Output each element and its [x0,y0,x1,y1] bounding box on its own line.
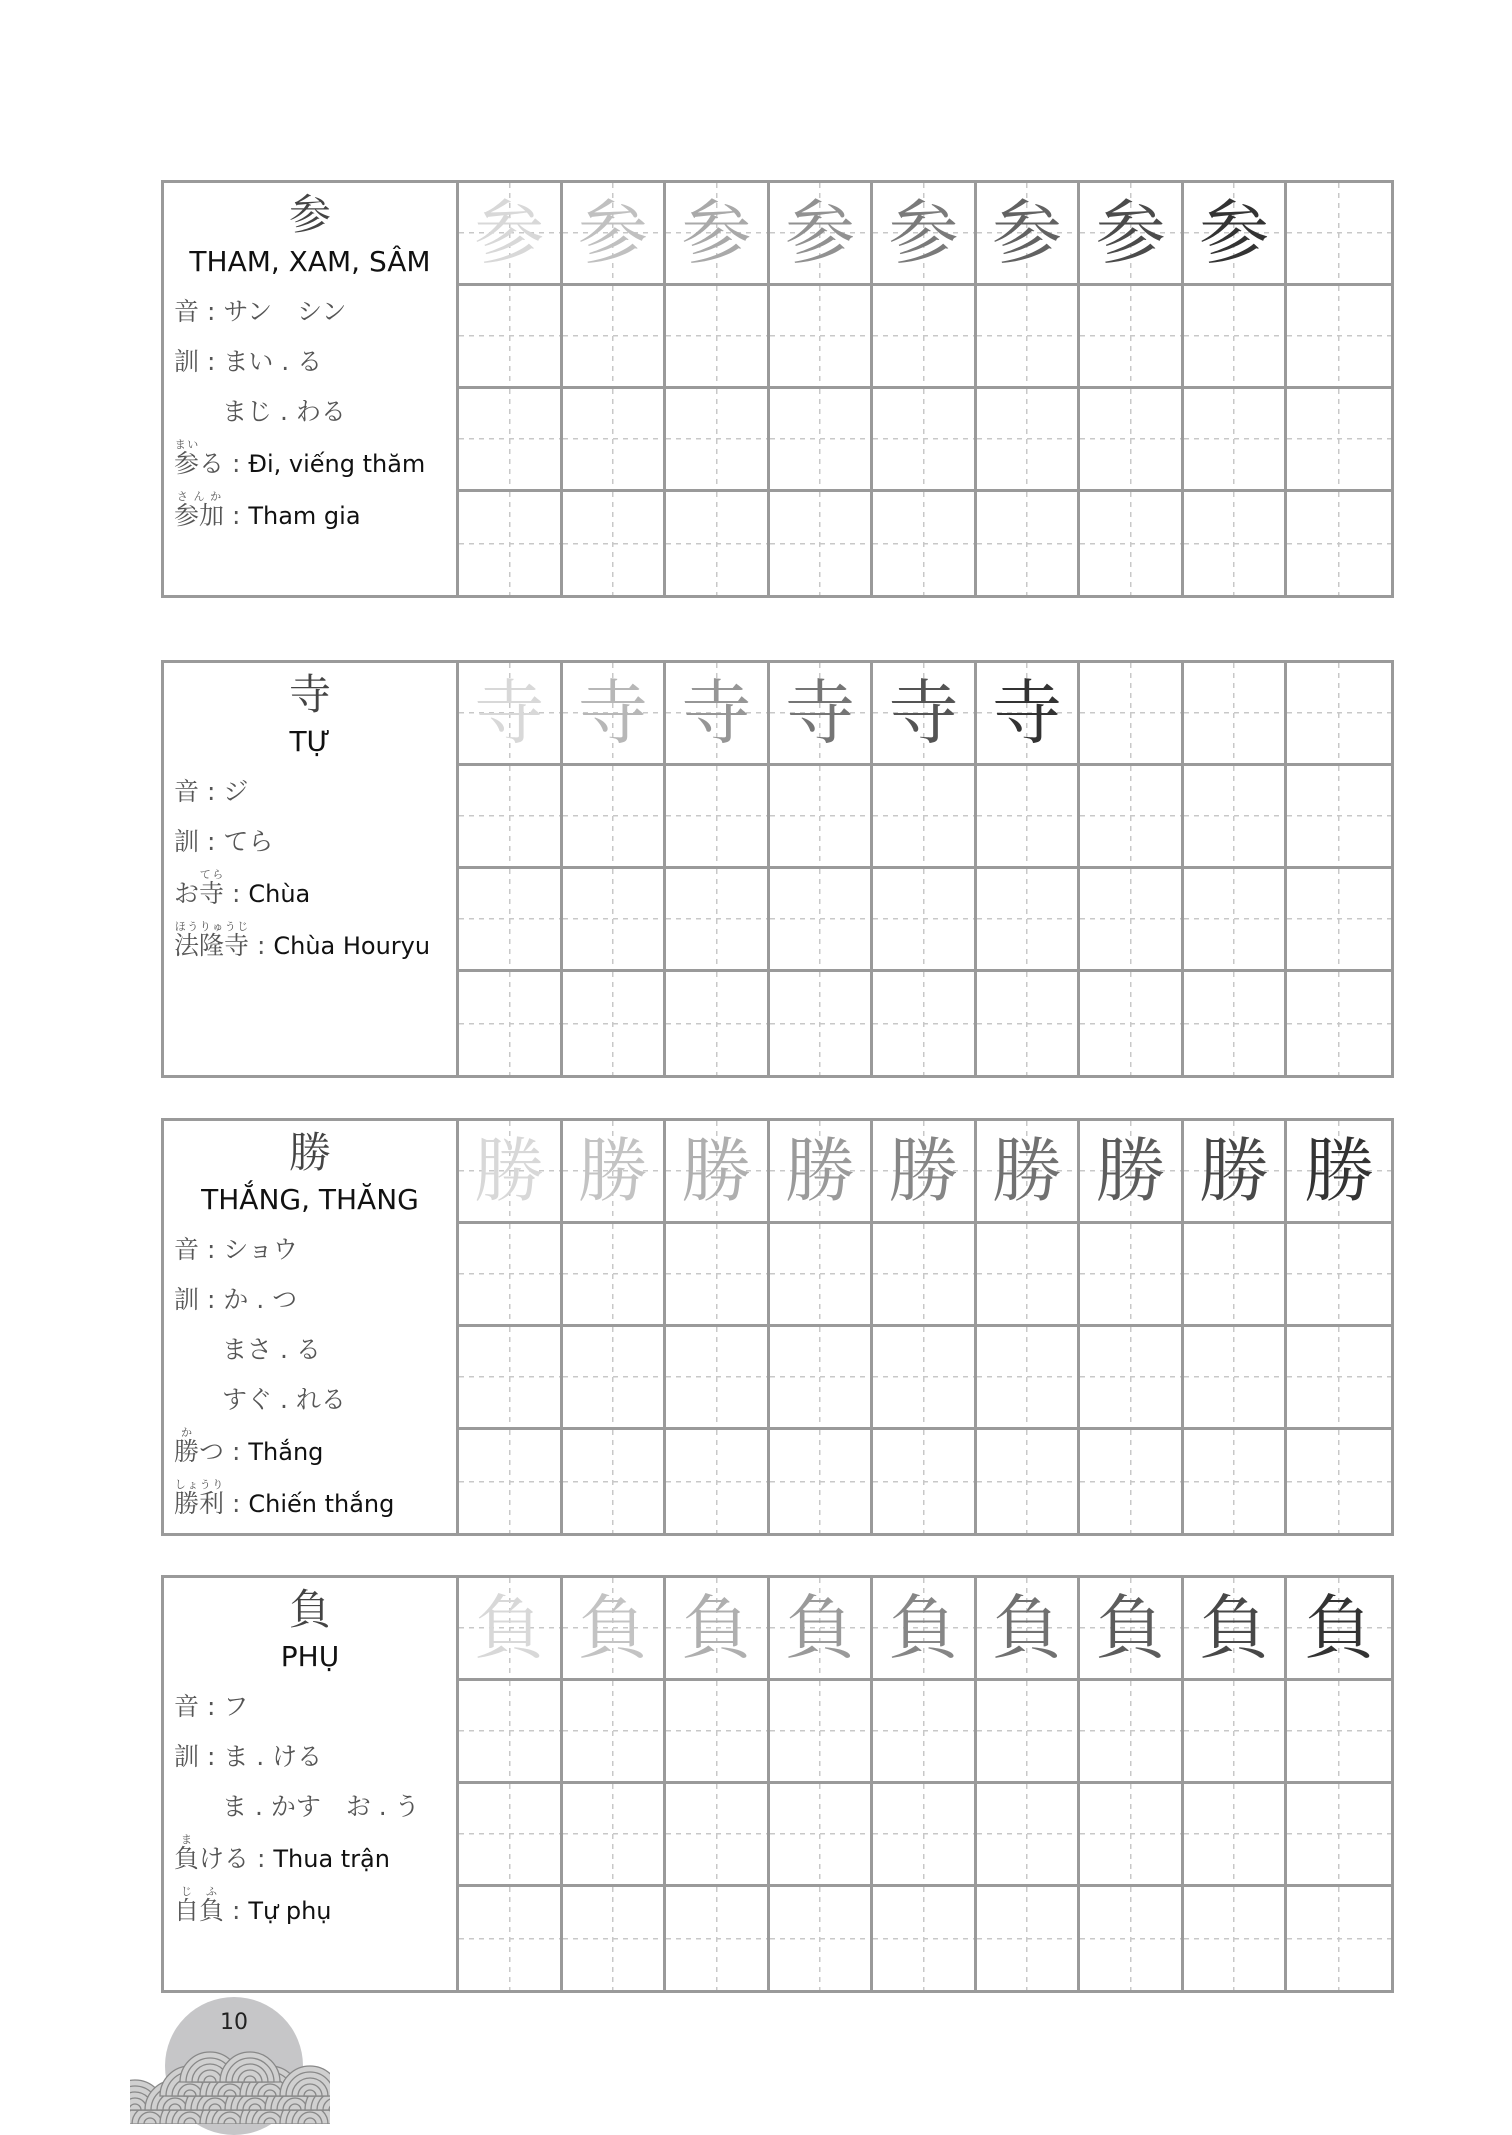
practice-cell[interactable] [873,869,977,972]
practice-cell[interactable] [1080,972,1184,1075]
practice-cell[interactable] [459,1784,563,1887]
reading-line: 音 : ショウ [174,1235,298,1264]
practice-cell[interactable] [666,492,770,595]
reading-line: まじ . わる [222,397,346,426]
vocab-furigana: ほうりゅうじ [174,920,250,933]
practice-cell[interactable] [459,183,563,286]
practice-cell[interactable] [1184,1430,1288,1533]
vocab-furigana: じふ [174,1885,225,1898]
practice-cell[interactable] [770,1430,874,1533]
practice-cell[interactable] [1080,1681,1184,1784]
practice-cell[interactable] [1184,972,1288,1075]
practice-cell[interactable] [666,1327,770,1430]
vocab-meaning: Chùa [248,880,311,908]
practice-cell[interactable] [1184,1224,1288,1327]
practice-cell[interactable] [770,1887,874,1990]
practice-cell[interactable] [459,1887,563,1990]
practice-cell[interactable] [977,869,1081,972]
practice-cell[interactable] [977,1327,1081,1430]
practice-cell[interactable] [770,1121,874,1224]
practice-cell[interactable] [1080,1887,1184,1990]
practice-grid [459,663,1391,1075]
practice-cell[interactable] [1080,663,1184,766]
vocab-meaning: Thua trận [273,1845,390,1873]
vocab-item: 法隆寺ほうりゅうじ : Chùa Houryu [174,920,431,960]
vocab-item: 参加さんか : Tham gia [174,490,361,530]
kanji-character: 参 [288,190,331,239]
practice-cell[interactable] [459,1681,563,1784]
stroke-order-trace: 参 [784,192,855,274]
reading-line: まさ . る [222,1335,321,1364]
practice-cell[interactable] [563,1224,667,1327]
practice-cell[interactable] [873,766,977,869]
practice-cell[interactable] [563,1430,667,1533]
vocab-okurigana: つ [199,1437,225,1466]
practice-cell[interactable] [1287,1681,1391,1784]
practice-cell[interactable] [459,1327,563,1430]
practice-cell[interactable] [1080,1578,1184,1681]
practice-cell[interactable] [873,286,977,389]
practice-cell[interactable] [1080,1327,1184,1430]
practice-cell[interactable] [459,972,563,1075]
practice-cell[interactable] [873,663,977,766]
stroke-order-trace: 参 [681,192,752,274]
practice-cell[interactable] [873,1224,977,1327]
stroke-order-trace: 勝 [784,1130,855,1212]
practice-cell[interactable] [770,1224,874,1327]
vocab-item: 勝かつ : Thắng [174,1426,324,1466]
vocab-furigana: か [174,1426,199,1439]
vocab-word: 参加 [174,501,225,530]
practice-cell[interactable] [1184,1681,1288,1784]
reading-line: 訓 : ま . ける [174,1742,323,1771]
practice-cell[interactable] [563,183,667,286]
vocab-meaning: Thắng [248,1438,324,1466]
practice-cell[interactable] [666,1224,770,1327]
practice-cell[interactable] [666,1887,770,1990]
practice-cell[interactable] [1184,1327,1288,1430]
practice-cell[interactable] [873,1681,977,1784]
practice-cell[interactable] [563,492,667,595]
practice-cell[interactable] [666,663,770,766]
vocab-item: 勝利しょうり : Chiến thắng [174,1478,395,1518]
kanji-practice-block [161,1118,1394,1536]
practice-cell[interactable] [770,389,874,492]
vocab-meaning: Đi, viếng thăm [248,450,426,478]
practice-cell[interactable] [666,389,770,492]
vocab-okurigana: る [199,449,225,478]
practice-cell[interactable] [873,972,977,1075]
practice-cell[interactable] [459,1121,563,1224]
vocab-meaning: Tự phụ [248,1897,332,1925]
stroke-order-trace: 寺 [577,672,648,754]
vocab-meaning: Chiến thắng [248,1490,395,1518]
stroke-order-trace: 勝 [474,1130,545,1212]
practice-cell[interactable] [459,869,563,972]
seigaiha-wave-decoration [130,2050,330,2124]
kanji-practice-block [161,180,1394,598]
reading-line: 訓 : てら [174,827,274,856]
practice-cell[interactable] [666,1578,770,1681]
vocab-meaning: Chùa Houryu [273,932,431,960]
reading-line: 音 : フ [174,1692,249,1721]
vocab-prefix: お [174,879,200,908]
practice-cell[interactable] [1184,869,1288,972]
practice-cell[interactable] [770,972,874,1075]
practice-cell[interactable] [1287,972,1391,1075]
practice-cell[interactable] [873,1578,977,1681]
practice-cell[interactable] [873,1327,977,1430]
reading-line: ま . かす お . う [222,1792,420,1821]
practice-cell[interactable] [1080,492,1184,595]
practice-cell[interactable] [873,183,977,286]
vocab-word: 参 [174,449,200,478]
kanji-info-panel [164,663,459,1075]
practice-cell[interactable] [1287,183,1391,286]
practice-cell[interactable] [1080,1121,1184,1224]
reading-line: 訓 : か . つ [174,1285,298,1314]
practice-cell[interactable] [1184,1784,1288,1887]
kanji-info-panel [164,1578,459,1990]
practice-cell[interactable] [563,1121,667,1224]
practice-cell[interactable] [563,389,667,492]
practice-cell[interactable] [459,1578,563,1681]
kanji-practice-block [161,660,1394,1078]
han-viet-reading: THAM, XAM, SÂM [189,245,431,278]
practice-cell[interactable] [977,1578,1081,1681]
practice-cell[interactable] [1080,1430,1184,1533]
practice-cell[interactable] [1184,183,1288,286]
stroke-order-trace: 参 [992,192,1063,274]
practice-cell[interactable] [1184,1121,1288,1224]
practice-cell[interactable] [770,1578,874,1681]
stroke-order-trace: 勝 [1095,1130,1166,1212]
reading-line: 音 : ジ [174,777,249,806]
practice-cell[interactable] [1287,1224,1391,1327]
vocab-meaning: Tham gia [248,502,361,530]
page-number: 10 [220,2010,248,2035]
vocab-word: 負 [174,1844,200,1873]
stroke-order-trace: 寺 [888,672,959,754]
practice-cell[interactable] [977,663,1081,766]
stroke-order-trace: 負 [474,1587,545,1669]
stroke-order-trace: 勝 [992,1130,1063,1212]
vocab-word: 法隆寺 [174,931,250,960]
han-viet-reading: PHỤ [280,1640,340,1673]
practice-cell[interactable] [666,869,770,972]
practice-cell[interactable] [770,183,874,286]
practice-cell[interactable] [1184,286,1288,389]
practice-cell[interactable] [873,389,977,492]
stroke-order-trace: 勝 [1199,1130,1270,1212]
practice-cell[interactable] [563,1784,667,1887]
han-viet-reading: TỰ [289,725,331,758]
vocab-furigana: さんか [174,490,224,503]
vocab-word: 勝利 [174,1489,225,1518]
practice-cell[interactable] [873,492,977,595]
stroke-order-trace: 負 [1199,1587,1270,1669]
practice-cell[interactable] [1080,766,1184,869]
stroke-order-trace: 負 [681,1587,752,1669]
practice-cell[interactable] [563,663,667,766]
practice-grid [459,1121,1391,1533]
vocab-item: お寺てら : Chùa [174,868,311,908]
kanji-character: 負 [288,1585,331,1634]
stroke-order-trace: 勝 [681,1130,752,1212]
practice-cell[interactable] [977,766,1081,869]
vocab-furigana: てら [199,868,225,881]
practice-cell[interactable] [459,1430,563,1533]
practice-cell[interactable] [977,972,1081,1075]
stroke-order-trace: 参 [474,192,545,274]
practice-cell[interactable] [1287,492,1391,595]
practice-cell[interactable] [1287,1327,1391,1430]
practice-cell[interactable] [459,389,563,492]
stroke-order-trace: 負 [1304,1587,1375,1669]
practice-cell[interactable] [563,286,667,389]
practice-cell[interactable] [1184,663,1288,766]
practice-cell[interactable] [1184,492,1288,595]
reading-line: 訓 : まい . る [174,347,323,376]
practice-cell[interactable] [666,972,770,1075]
kanji-practice-block [161,1575,1394,1993]
practice-cell[interactable] [563,1327,667,1430]
practice-cell[interactable] [977,183,1081,286]
practice-cell[interactable] [977,389,1081,492]
practice-cell[interactable] [1287,1578,1391,1681]
vocab-furigana: ま [174,1833,199,1846]
vocab-word: 寺 [199,879,225,908]
reading-line: 音 : サン シン [174,297,347,326]
stroke-order-trace: 参 [577,192,648,274]
practice-cell[interactable] [1080,389,1184,492]
practice-cell[interactable] [1184,766,1288,869]
stroke-order-trace: 寺 [784,672,855,754]
practice-cell[interactable] [977,286,1081,389]
practice-cell[interactable] [666,1430,770,1533]
vocab-item: 負まける : Thua trận [174,1833,390,1873]
practice-cell[interactable] [977,1887,1081,1990]
kanji-info-panel [164,1121,459,1533]
reading-line: すぐ . れる [222,1385,346,1414]
vocab-okurigana: ける [199,1844,250,1873]
practice-cell[interactable] [563,1578,667,1681]
practice-cell[interactable] [1184,389,1288,492]
stroke-order-trace: 勝 [577,1130,648,1212]
practice-cell[interactable] [770,869,874,972]
practice-cell[interactable] [666,766,770,869]
practice-cell[interactable] [563,1887,667,1990]
stroke-order-trace: 寺 [474,672,545,754]
practice-cell[interactable] [563,766,667,869]
stroke-order-trace: 参 [888,192,959,274]
vocab-furigana: まい [174,438,200,451]
practice-cell[interactable] [977,492,1081,595]
stroke-order-trace: 負 [992,1587,1063,1669]
practice-cell[interactable] [873,1121,977,1224]
stroke-order-trace: 勝 [1304,1130,1375,1212]
practice-cell[interactable] [1287,1430,1391,1533]
practice-cell[interactable] [459,492,563,595]
practice-cell[interactable] [977,1681,1081,1784]
practice-grid [459,1578,1391,1990]
practice-cell[interactable] [1184,1578,1288,1681]
practice-cell[interactable] [666,1784,770,1887]
practice-cell[interactable] [873,1887,977,1990]
practice-cell[interactable] [873,1784,977,1887]
stroke-order-trace: 負 [888,1587,959,1669]
vocab-item: 参まいる : Đi, viếng thăm [174,438,426,478]
practice-cell[interactable] [1080,183,1184,286]
practice-cell[interactable] [770,1784,874,1887]
practice-cell[interactable] [459,286,563,389]
stroke-order-trace: 負 [1095,1587,1166,1669]
practice-cell[interactable] [977,1224,1081,1327]
practice-cell[interactable] [563,869,667,972]
practice-cell[interactable] [459,1224,563,1327]
practice-cell[interactable] [770,766,874,869]
practice-cell[interactable] [563,972,667,1075]
practice-cell[interactable] [1287,1121,1391,1224]
practice-cell[interactable] [563,1681,667,1784]
practice-cell[interactable] [1287,1784,1391,1887]
practice-cell[interactable] [1287,286,1391,389]
practice-cell[interactable] [1080,1784,1184,1887]
practice-cell[interactable] [1287,1887,1391,1990]
kanji-info-panel [164,183,459,595]
practice-cell[interactable] [1184,1887,1288,1990]
vocab-word: 勝 [174,1437,200,1466]
stroke-order-trace: 負 [784,1587,855,1669]
practice-cell[interactable] [1287,869,1391,972]
practice-cell[interactable] [770,492,874,595]
stroke-order-trace: 負 [577,1587,648,1669]
practice-cell[interactable] [666,286,770,389]
practice-grid [459,183,1391,595]
stroke-order-trace: 寺 [992,672,1063,754]
practice-cell[interactable] [770,1681,874,1784]
han-viet-reading: THẮNG, THĂNG [201,1183,419,1216]
practice-cell[interactable] [1287,766,1391,869]
stroke-order-trace: 勝 [888,1130,959,1212]
vocab-furigana: しょうり [174,1478,225,1491]
practice-cell[interactable] [1287,389,1391,492]
practice-cell[interactable] [666,1681,770,1784]
practice-cell[interactable] [1080,1224,1184,1327]
practice-cell[interactable] [1287,663,1391,766]
practice-cell[interactable] [459,663,563,766]
practice-cell[interactable] [1080,869,1184,972]
stroke-order-trace: 寺 [681,672,752,754]
practice-cell[interactable] [459,766,563,869]
kanji-character: 寺 [288,670,331,719]
practice-cell[interactable] [770,1327,874,1430]
practice-cell[interactable] [873,1430,977,1533]
practice-cell[interactable] [666,1121,770,1224]
practice-cell[interactable] [770,286,874,389]
kanji-character: 勝 [288,1128,331,1177]
vocab-word: 自負 [174,1896,225,1925]
stroke-order-trace: 参 [1095,192,1166,274]
practice-cell[interactable] [977,1121,1081,1224]
practice-cell[interactable] [977,1784,1081,1887]
practice-cell[interactable] [977,1430,1081,1533]
practice-cell[interactable] [770,663,874,766]
practice-cell[interactable] [1080,286,1184,389]
practice-cell[interactable] [666,183,770,286]
vocab-item: 自負じふ : Tự phụ [174,1885,332,1925]
stroke-order-trace: 参 [1199,192,1270,274]
